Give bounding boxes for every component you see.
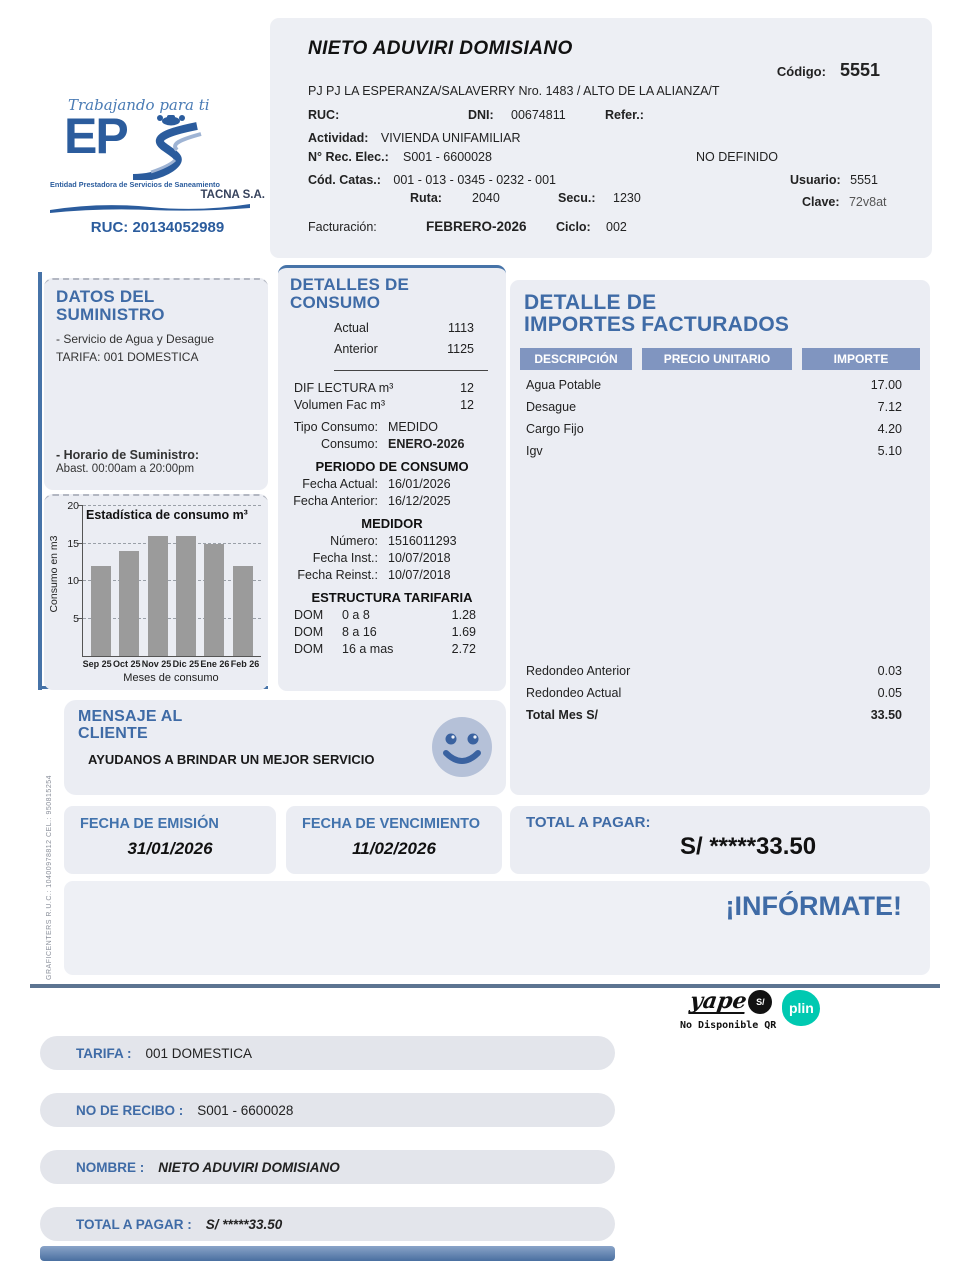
- consumo-panel: [278, 265, 506, 691]
- eps-logo: [50, 96, 265, 236]
- bottom-accent-bar: [40, 1246, 615, 1261]
- lectura-actual-row: Actual 1113: [334, 320, 474, 335]
- stub-row: TOTAL A PAGAR : S/ *****33.50: [40, 1207, 615, 1241]
- redondeo-actual-row: Redondeo Actual 0.05: [526, 686, 902, 700]
- tarifa-row: DOM 0 a 8 1.28: [294, 607, 476, 622]
- horario-block: [44, 444, 268, 479]
- suministro-servicio: - Servicio de Agua y Desague: [56, 331, 215, 346]
- ytick-label: 10: [67, 575, 79, 587]
- tarifa-row: DOM 16 a mas 2.72: [294, 641, 476, 656]
- table-row: Cargo Fijo 4.20: [526, 422, 902, 437]
- no-definido-value: NO DEFINIDO: [696, 150, 778, 164]
- lectura-divider: [334, 370, 488, 371]
- consumo-mes-row: Consumo: ENERO-2026: [321, 436, 465, 451]
- secu-value: 1230: [613, 191, 641, 205]
- dni-label: DNI:: [468, 108, 494, 122]
- medidor-title: MEDIDOR: [361, 515, 423, 531]
- suministro-tarifa: TARIFA: 001 DOMESTICA: [56, 349, 199, 364]
- bar: [204, 544, 224, 657]
- fecha-emision-label: FECHA DE EMISIÓN: [80, 816, 219, 832]
- mensaje-body: AYUDANOS A BRINDAR UN MEJOR SERVICIO: [88, 752, 375, 767]
- usuario-label: Usuario:: [790, 173, 841, 187]
- redondeo-block: [510, 656, 930, 730]
- xtick-label: Ene 26: [200, 659, 230, 669]
- separator-line: [30, 984, 940, 988]
- secu-label: Secu.:: [558, 191, 596, 205]
- tarifa-row: DOM 8 a 16 1.69: [294, 624, 476, 639]
- clave-value: 72v8at: [848, 195, 887, 209]
- fecha-inst-row: Fecha Inst.: 10/07/2018: [312, 550, 451, 565]
- fecha-emision-panel: [64, 806, 276, 874]
- volumen-row: Volumen Fac m³ 12: [294, 397, 474, 412]
- importes-rows: [510, 378, 930, 458]
- medidor-numero-row: Número: 1516011293: [330, 533, 457, 548]
- actividad-value: VIVIENDA UNIFAMILIAR: [380, 131, 521, 145]
- header-panel: [270, 18, 932, 258]
- tipo-consumo-row: Tipo Consumo: MEDIDO: [293, 419, 438, 434]
- xtick-label: Nov 25: [141, 659, 172, 669]
- bar: [91, 566, 111, 656]
- rec-elec-label: N° Rec. Elec.:: [308, 150, 389, 164]
- bar: [176, 536, 196, 656]
- fecha-anterior-row: Fecha Anterior: 16/12/2025: [293, 493, 451, 508]
- left-accent-stripe: [38, 272, 42, 690]
- chart-plot: [67, 500, 261, 657]
- stub-row: NO DE RECIBO : S001 - 6600028: [40, 1093, 615, 1127]
- ytick-label: 15: [67, 537, 79, 550]
- table-row: Agua Potable 17.00: [526, 378, 902, 393]
- usuario-row: [790, 171, 878, 189]
- fecha-reinst-row: Fecha Reinst.: 10/07/2018: [297, 567, 451, 582]
- logo-ep-text: EP: [64, 108, 127, 164]
- clave-row: [802, 193, 887, 211]
- ciclo-label: Ciclo:: [556, 220, 591, 234]
- mensaje-panel: [64, 700, 506, 795]
- actividad-label: Actividad:: [308, 131, 369, 145]
- informate-text: ¡INFÓRMATE!: [725, 891, 902, 921]
- codigo-label: Código:: [776, 64, 826, 79]
- total-mes-row: Total Mes S/ 33.50: [526, 708, 902, 722]
- dni-value: 00674811: [511, 108, 566, 122]
- fecha-vencimiento-value: 11/02/2026: [352, 839, 436, 858]
- table-header-row: [520, 348, 920, 370]
- xtick-label: Dic 25: [172, 659, 200, 669]
- facturacion-value: FEBRERO-2026: [426, 219, 527, 234]
- total-pagar-label: TOTAL A PAGAR:: [526, 814, 651, 831]
- suministro-title: DATOS DEL SUMINISTRO: [56, 287, 165, 324]
- consumption-chart-panel: [44, 494, 268, 690]
- actividad-row: [308, 129, 521, 147]
- chart-xaxis-label: Meses de consumo: [123, 672, 219, 684]
- lectura-anterior-row: Anterior 1125: [334, 341, 474, 356]
- ruta-label: Ruta:: [410, 191, 442, 205]
- chart-bars: [83, 506, 261, 656]
- estructura-title: ESTRUCTURA TARIFARIA: [311, 589, 473, 605]
- ruc-label: RUC:: [308, 108, 340, 122]
- informate-panel: [64, 881, 930, 975]
- refer-label: Refer.:: [605, 108, 644, 122]
- importes-panel: [510, 280, 930, 795]
- rec-elec-value: S001 - 6600028: [403, 150, 492, 164]
- periodo-title: PERIODO DE CONSUMO: [315, 458, 469, 474]
- usuario-value: 5551: [850, 173, 878, 187]
- fecha-vencimiento-label: FECHA DE VENCIMIENTO: [302, 816, 481, 832]
- xtick-label: Sep 25: [82, 659, 112, 669]
- xtick-label: Oct 25: [112, 659, 141, 669]
- printer-note: GRAFICENTERS R.U.C.: 10400978812 CEL.: 950815254: [46, 775, 53, 980]
- facturacion-label: Facturación:: [308, 220, 377, 234]
- table-row: Igv 5.10: [526, 444, 902, 459]
- mensaje-title: MENSAJE AL CLIENTE: [78, 708, 183, 742]
- cod-catas-value: 001 - 013 - 0345 - 0232 - 001: [393, 173, 557, 187]
- customer-address: PJ PJ LA ESPERANZA/SALAVERRY Nro. 1483 / ALTO DE LA ALIANZA/T: [308, 84, 720, 98]
- clave-label: Clave:: [802, 195, 840, 209]
- bar: [233, 566, 253, 656]
- logo-ruc: RUC: 20134052989: [90, 219, 225, 236]
- dif-lectura-row: DIF LECTURA m³ 12: [294, 380, 474, 395]
- ciclo-value: 002: [606, 220, 627, 234]
- stub-rows: [40, 1036, 615, 1264]
- logo-tagline: Trabajando para ti: [68, 96, 210, 114]
- bar: [148, 536, 168, 656]
- fecha-vencimiento-panel: [286, 806, 502, 874]
- chart-ylabel: Consumo en m3: [48, 535, 60, 613]
- bar: [119, 551, 139, 656]
- estructura-rows: [278, 608, 506, 656]
- total-pagar-value: S/ *****33.50: [680, 833, 817, 860]
- yape-logo: yape: [688, 988, 749, 1014]
- wave-underline-icon: [50, 202, 250, 214]
- cod-catas-row: [308, 171, 556, 189]
- cod-catas-label: Cód. Catas.:: [308, 173, 381, 187]
- ruta-value: 2040: [472, 191, 500, 205]
- fecha-actual-row: Fecha Actual: 16/01/2026: [302, 476, 451, 491]
- ytick-label: 20: [67, 500, 79, 512]
- header-descripcion: DESCRIPCIÓN: [520, 348, 632, 370]
- qr-note: No Disponible QR: [680, 1020, 777, 1031]
- codigo-block: [777, 60, 880, 81]
- importes-title: DETALLE DE IMPORTES FACTURADOS: [524, 291, 790, 337]
- horario-value: Abast. 00:00am a 20:00pm: [56, 463, 195, 475]
- stub-row: NOMBRE : NIETO ADUVIRI DOMISIANO: [40, 1150, 615, 1184]
- chart-xlabels: [82, 659, 260, 669]
- xtick-label: Feb 26: [230, 659, 260, 669]
- customer-name: NIETO ADUVIRI DOMISIANO: [308, 38, 573, 59]
- logo-mark: [64, 108, 265, 180]
- horario-label: - Horario de Suministro:: [56, 448, 200, 462]
- stub-row: TARIFA : 001 DOMESTICA: [40, 1036, 615, 1070]
- redondeo-anterior-row: Redondeo Anterior 0.03: [526, 664, 902, 678]
- logo-subtitle: Entidad Prestadora de Servicios de Saneamiento: [50, 180, 220, 189]
- consumo-title: DETALLES DE CONSUMO: [290, 275, 410, 312]
- logo-company: TACNA S.A.: [200, 189, 265, 201]
- smiley-icon: [430, 715, 494, 779]
- header-precio-unitario: PRECIO UNITARIO: [642, 348, 792, 370]
- table-row: Desague 7.12: [526, 400, 902, 415]
- header-importe: IMPORTE: [802, 348, 920, 370]
- total-pagar-panel: [510, 806, 930, 874]
- ytick-label: 5: [73, 612, 79, 625]
- water-swoosh-icon: [127, 114, 203, 180]
- yape-badge-icon: S/: [748, 990, 772, 1014]
- plin-logo: plin: [782, 990, 820, 1026]
- suministro-panel: [44, 278, 268, 490]
- chart-title: Estadística de consumo m³: [86, 508, 248, 522]
- codigo-value: 5551: [839, 60, 880, 80]
- fecha-emision-value: 31/01/2026: [127, 839, 213, 858]
